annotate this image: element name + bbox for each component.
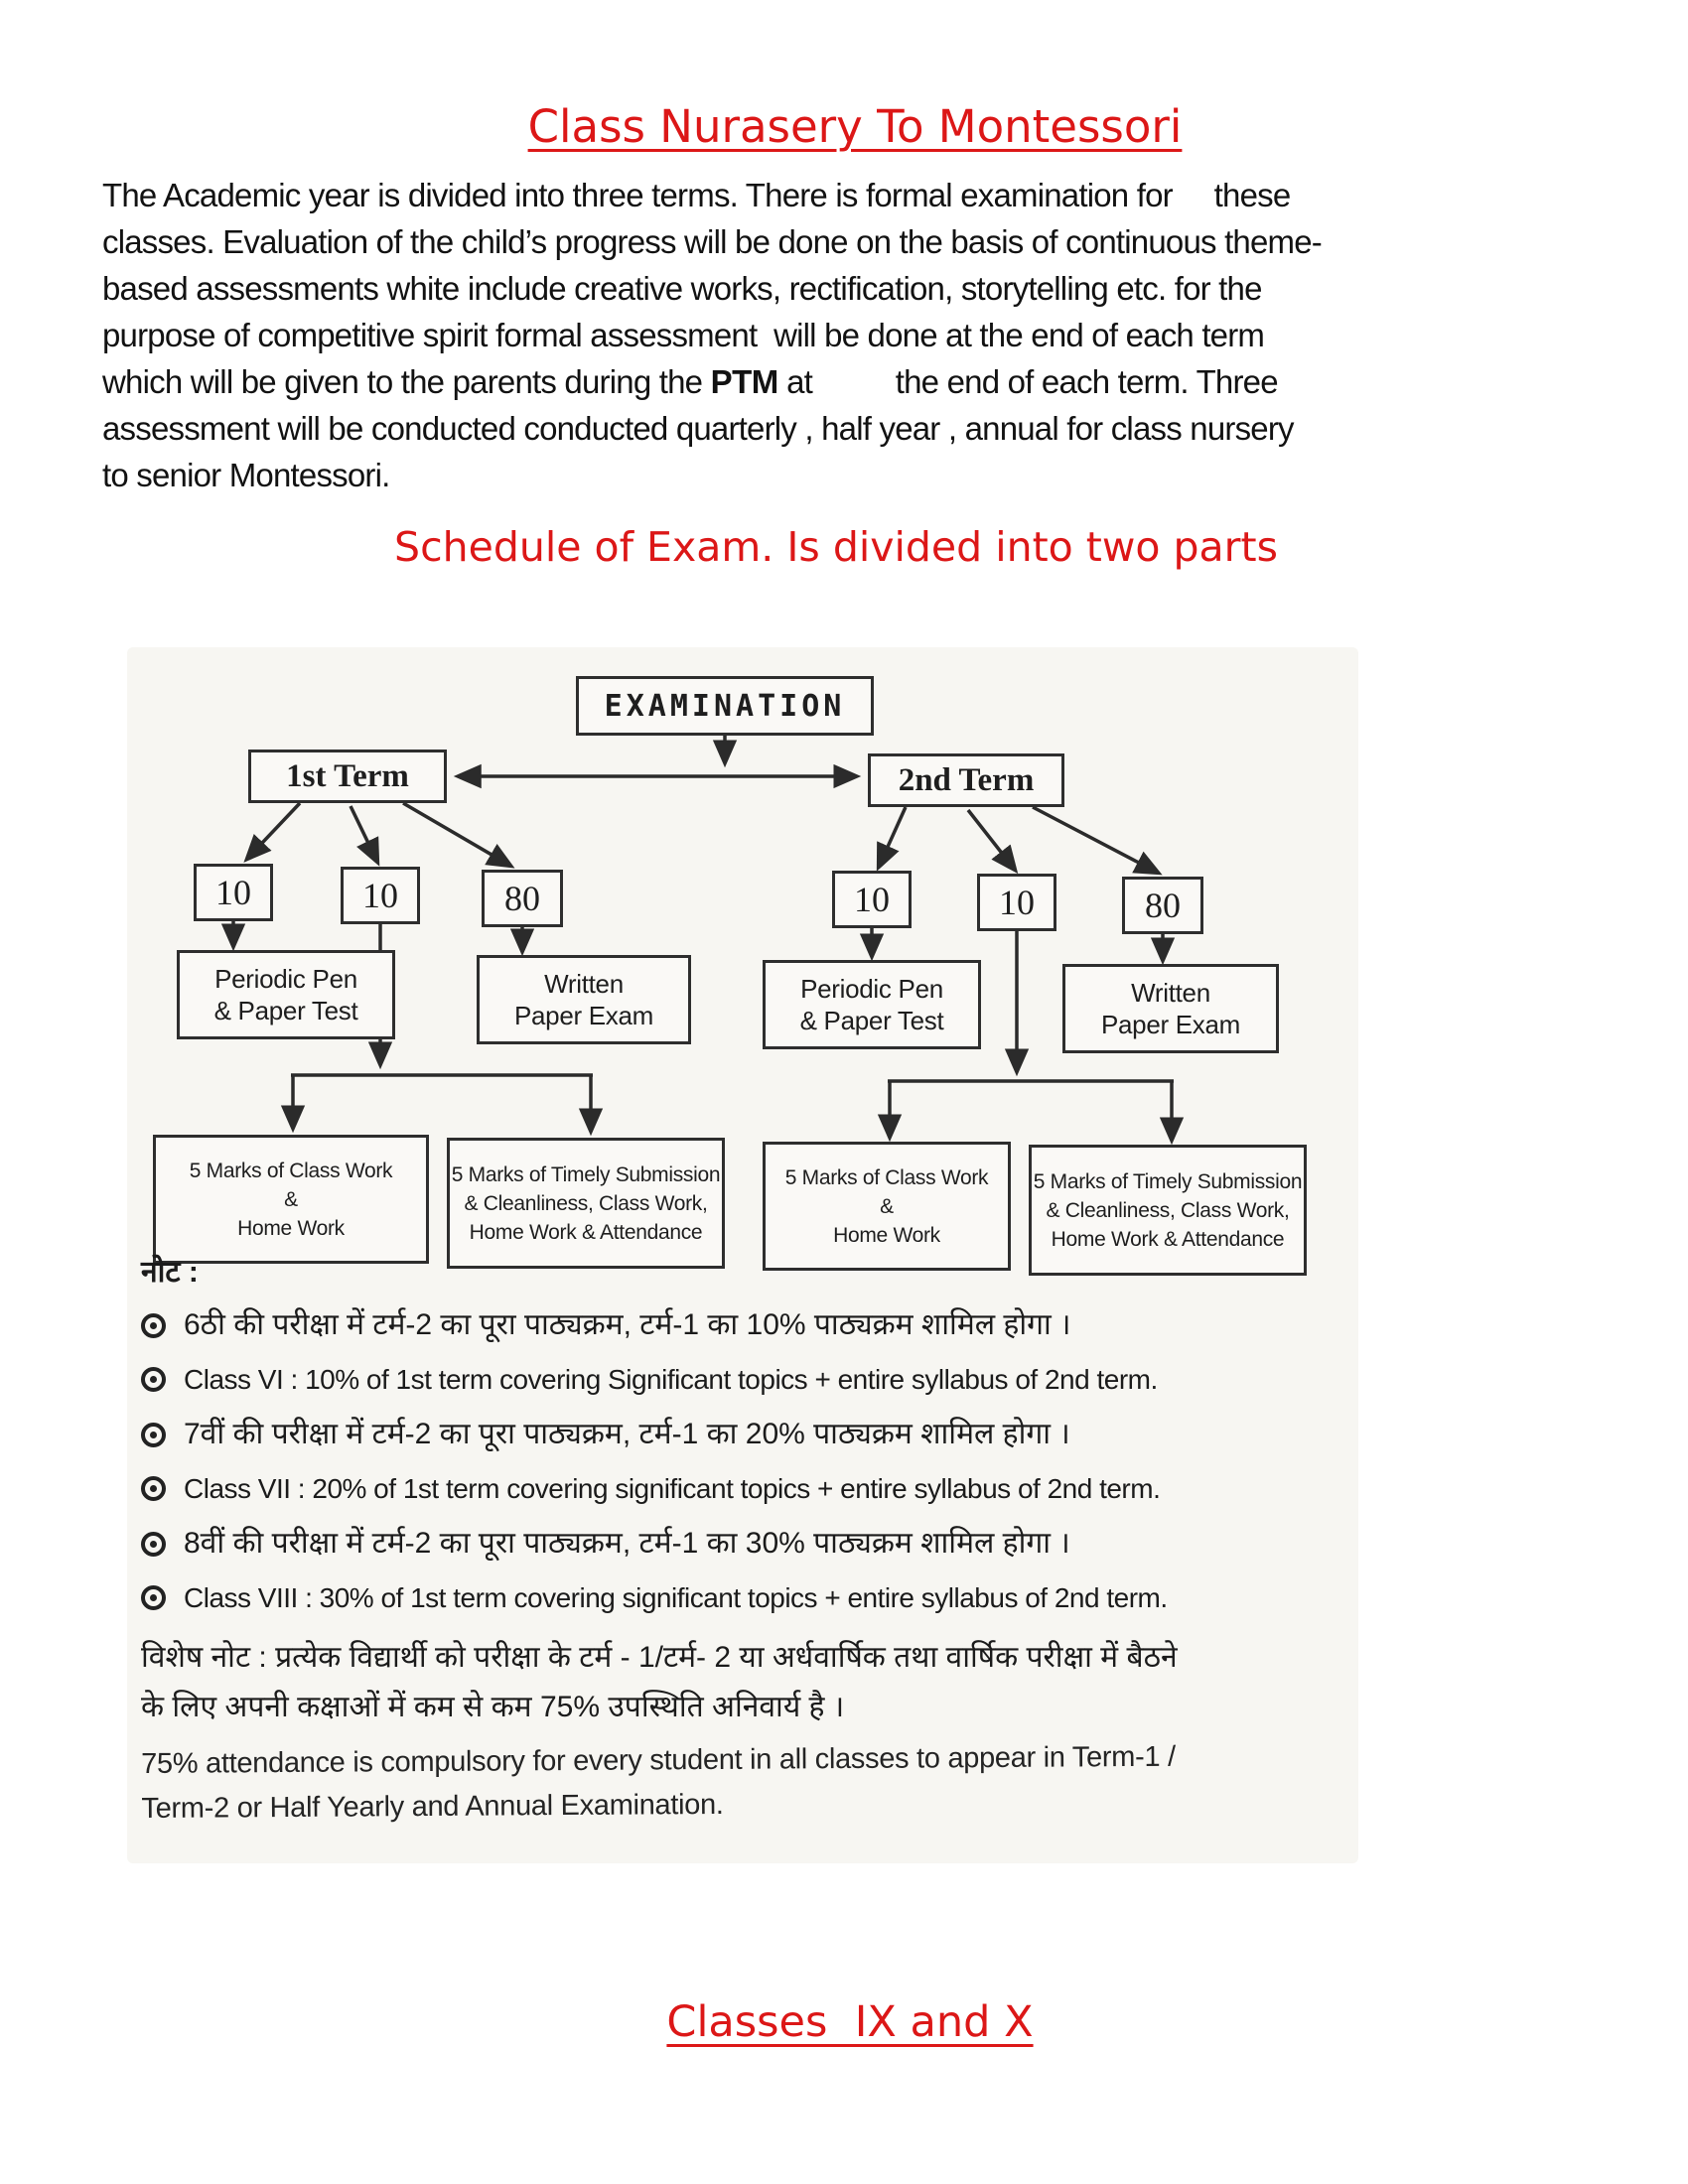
weight-box: 10 <box>977 874 1056 931</box>
bullet-icon <box>141 1532 166 1557</box>
box-line: Periodic Pen <box>800 974 943 1004</box>
classwork-marks-box <box>153 1135 429 1264</box>
note-bullet <box>141 1468 1412 1509</box>
note-text: Class VIII : 30% of 1st term covering significant topics + entire syllabus of 2nd term. <box>184 1582 1168 1613</box>
ptm-bold-text: PTM <box>710 363 778 400</box>
note-bullet <box>141 1577 1412 1618</box>
note-bullet <box>141 1524 1412 1563</box>
note-text: 8वीं की परीक्षा में टर्म-2 का पूरा पाठ्यक्रम, टर्म-1 का 30% पाठ्यक्रम शामिल होगा । <box>184 1527 1070 1560</box>
weight-box: 10 <box>341 867 420 924</box>
note-text: 6ठी की परीक्षा में टर्म-2 का पूरा पाठ्यक्रम, टर्म-1 का 10% पाठ्यक्रम शामिल होगा । <box>184 1308 1071 1341</box>
note-text: Class VI : 10% of 1st term covering Significant topics + entire syllabus of 2nd term. <box>184 1364 1158 1395</box>
box-line: Written <box>1131 978 1210 1008</box>
weight-box: 80 <box>482 870 563 927</box>
box-line: 5 Marks of Class Work <box>784 1165 989 1189</box>
periodic-test-box <box>763 960 981 1049</box>
note-bullet <box>141 1359 1412 1400</box>
schedule-heading: Schedule of Exam. Is divided into two parts <box>394 523 1278 571</box>
box-line: & Paper Test <box>213 996 358 1025</box>
bullet-icon <box>141 1476 166 1501</box>
box-line: & Cleanliness, Class Work, <box>464 1191 708 1215</box>
box-line: & Paper Test <box>799 1006 944 1035</box>
box-line: & <box>880 1194 894 1218</box>
paragraph-line: purpose of competitive spirit formal assessment will be done at the end of each term <box>102 317 1265 353</box>
box-line: & <box>284 1187 298 1211</box>
box-line: 5 Marks of Timely Submission <box>1033 1169 1303 1193</box>
paragraph-line: classes. Evaluation of the child’s progress will be done on the basis of continuous theme- <box>102 223 1322 260</box>
box-line: Home Work <box>833 1223 940 1247</box>
box-line: Paper Exam <box>1100 1010 1241 1039</box>
box-line: 5 Marks of Class Work <box>189 1159 393 1182</box>
weight-box: 10 <box>194 864 273 921</box>
bullet-icon <box>141 1367 166 1392</box>
classwork-marks-box <box>763 1142 1011 1271</box>
paragraph-line: assessment will be conducted conducted quarterly , half year , annual for class nursery <box>102 410 1294 447</box>
special-note-line: के लिए अपनी कक्षाओं में कम से कम 75% उपस्थिति अनिवार्य है । <box>141 1691 845 1723</box>
box-line: Paper Exam <box>513 1001 654 1030</box>
paragraph-line <box>102 358 1592 405</box>
paragraph-segment: at the end of each term. Three <box>777 363 1278 400</box>
note-bullet <box>141 1305 1412 1344</box>
box-line: Home Work <box>237 1216 345 1240</box>
weight-box: 10 <box>832 871 912 928</box>
note-text: Class VII : 20% of 1st term covering significant topics + entire syllabus of 2nd term. <box>184 1473 1161 1504</box>
paragraph-line: The Academic year is divided into three terms. There is formal examination for these <box>102 177 1291 213</box>
term2-box: 2nd Term <box>868 753 1064 807</box>
bullet-icon <box>141 1585 166 1610</box>
note-bullet <box>141 1415 1412 1453</box>
bullet-icon <box>141 1423 166 1447</box>
attendance-note-line: Term-2 or Half Yearly and Annual Examination. <box>141 1788 724 1825</box>
classes-ix-x-heading: Classes IX and X <box>666 1997 1034 2047</box>
box-line: Written <box>544 969 624 999</box>
box-line: Home Work & Attendance <box>469 1220 703 1244</box>
page-title: Class Nurasery To Montessori <box>527 100 1183 153</box>
paragraph-line: based assessments white include creative works, rectification, storytelling etc. for the <box>102 270 1262 307</box>
box-line: Home Work & Attendance <box>1051 1227 1285 1251</box>
special-note <box>141 1633 1412 1732</box>
intro-paragraph <box>102 172 1592 498</box>
paragraph-segment: which will be given to the parents during the <box>102 363 711 400</box>
weight-box: 80 <box>1122 877 1203 934</box>
written-exam-box <box>477 955 691 1044</box>
notes-section <box>141 1253 1412 1832</box>
examination-box: EXAMINATION <box>576 676 874 736</box>
box-line: 5 Marks of Timely Submission <box>451 1162 721 1186</box>
note-heading: नोट : <box>141 1256 199 1289</box>
timely-submission-marks-box <box>447 1138 725 1269</box>
paragraph-line: to senior Montessori. <box>102 457 390 493</box>
bullet-icon <box>141 1313 166 1338</box>
special-note-line: विशेष नोट : प्रत्येक विद्यार्थी को परीक्षा के टर्म - 1/टर्म- 2 या अर्धवार्षिक तथा वार्षिक परीक्षा में बैठने <box>141 1641 1178 1674</box>
box-line: Periodic Pen <box>214 964 357 994</box>
attendance-note-line: 75% attendance is compulsory for every student in all classes to appear in Term-1 / <box>141 1740 1176 1780</box>
attendance-note <box>141 1733 1413 1832</box>
box-line: & Cleanliness, Class Work, <box>1046 1198 1290 1222</box>
written-exam-box <box>1062 964 1279 1053</box>
examination-flowchart <box>149 660 1321 1271</box>
note-text: 7वीं की परीक्षा में टर्म-2 का पूरा पाठ्यक्रम, टर्म-1 का 20% पाठ्यक्रम शामिल होगा । <box>184 1418 1070 1450</box>
term1-box: 1st Term <box>248 750 447 803</box>
periodic-test-box <box>177 950 395 1039</box>
